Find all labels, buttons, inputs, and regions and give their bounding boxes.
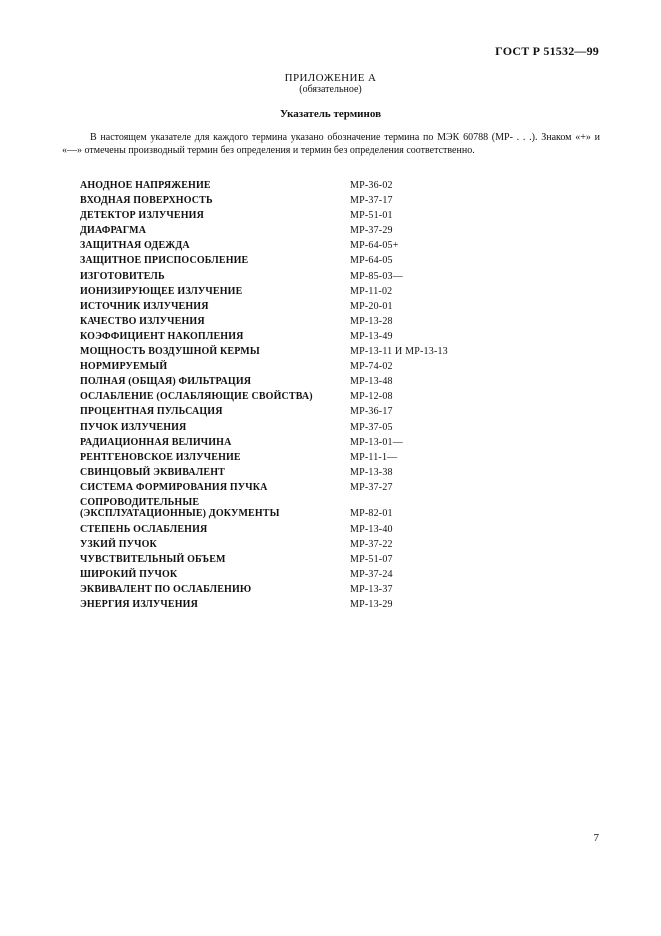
term-code: МР-37-27 — [350, 481, 393, 493]
term-row — [80, 331, 520, 343]
term-code: МР-13-11 И МР-13-13 — [350, 346, 448, 358]
term-name: ДЕТЕКТОР ИЗЛУЧЕНИЯ — [80, 210, 204, 222]
term-code: МР-11-02 — [350, 285, 393, 297]
document-code: ГОСТ Р 51532—99 — [495, 44, 599, 58]
term-code: МР-13-29 — [350, 599, 393, 611]
term-row — [80, 180, 520, 192]
term-name: ШИРОКИЙ ПУЧОК — [80, 568, 178, 580]
term-name: ЭКВИВАЛЕНТ ПО ОСЛАБЛЕНИЮ — [80, 583, 252, 595]
term-row — [80, 376, 520, 388]
term-name: МОЩНОСТЬ ВОЗДУШНОЙ КЕРМЫ — [80, 346, 260, 358]
term-code: МР-13-40 — [350, 523, 393, 535]
appendix-title: ПРИЛОЖЕНИЕ А — [284, 72, 377, 84]
term-row — [80, 240, 520, 252]
term-name: СОПРОВОДИТЕЛЬНЫЕ (ЭКСПЛУАТАЦИОННЫЕ) ДОКУМЕНТЫ — [80, 496, 280, 520]
term-name: ИСТОЧНИК ИЗЛУЧЕНИЯ — [80, 300, 209, 312]
term-code: МР-13-48 — [350, 376, 393, 388]
page-number: 7 — [593, 832, 599, 844]
term-row — [80, 482, 520, 494]
term-name: ЗАЩИТНОЕ ПРИСПОСОБЛЕНИЕ — [80, 255, 249, 267]
term-row — [80, 569, 520, 581]
section-title: Указатель терминов — [279, 108, 382, 120]
term-name: РАДИАЦИОННАЯ ВЕЛИЧИНА — [80, 436, 232, 448]
term-code: МР-36-17 — [350, 406, 393, 418]
term-row — [80, 361, 520, 373]
term-code: МР-85-03— — [350, 270, 403, 282]
term-name: ПРОЦЕНТНАЯ ПУЛЬСАЦИЯ — [80, 406, 223, 418]
term-code: МР-74-02 — [350, 361, 393, 373]
term-row — [80, 210, 520, 222]
term-row — [80, 225, 520, 237]
term-row — [80, 497, 520, 520]
intro-paragraph: В настоящем указателе для каждого термина указано обозначение термина по МЭК 60788 (МР- . . .). Знаком «+» и «—» отмечены производный термин без определения и термин без определения соответственно. — [62, 132, 600, 156]
term-code: МР-37-29 — [350, 225, 393, 237]
term-code: МР-82-01 — [350, 508, 393, 520]
term-name: СВИНЦОВЫЙ ЭКВИВАЛЕНТ — [80, 466, 225, 478]
term-name: ПУЧОК ИЗЛУЧЕНИЯ — [80, 421, 187, 433]
term-name: ПОЛНАЯ (ОБЩАЯ) ФИЛЬТРАЦИЯ — [80, 376, 252, 388]
term-name: ВХОДНАЯ ПОВЕРХНОСТЬ — [80, 195, 213, 207]
term-code: МР-13-01— — [350, 436, 403, 448]
term-name: ЗАЩИТНАЯ ОДЕЖДА — [80, 240, 190, 252]
term-row — [80, 539, 520, 551]
term-row — [80, 301, 520, 313]
term-row — [80, 346, 520, 358]
term-code: МР-36-02 — [350, 180, 393, 191]
term-code: МР-64-05 — [350, 255, 393, 267]
term-name: СТЕПЕНЬ ОСЛАБЛЕНИЯ — [80, 523, 208, 535]
term-row — [80, 271, 520, 283]
term-row — [80, 255, 520, 267]
term-code: МР-13-28 — [350, 315, 393, 327]
term-name: ДИАФРАГМА — [80, 225, 147, 237]
term-code: МР-11-1— — [350, 451, 398, 463]
term-name: ЭНЕРГИЯ ИЗЛУЧЕНИЯ — [80, 599, 198, 611]
term-code: МР-51-07 — [350, 553, 393, 565]
term-code: МР-64-05+ — [350, 240, 399, 252]
term-row — [80, 391, 520, 403]
term-code: МР-37-22 — [350, 538, 393, 550]
term-name: РЕНТГЕНОВСКОЕ ИЗЛУЧЕНИЕ — [80, 451, 241, 463]
term-row — [80, 584, 520, 596]
term-row — [80, 286, 520, 298]
term-name: КАЧЕСТВО ИЗЛУЧЕНИЯ — [80, 315, 205, 327]
term-row — [80, 437, 520, 449]
term-row — [80, 554, 520, 566]
term-name: НОРМИРУЕМЫЙ — [80, 361, 168, 373]
term-code: МР-37-24 — [350, 568, 393, 580]
appendix-heading — [0, 72, 661, 95]
term-row — [80, 316, 520, 328]
term-row — [80, 524, 520, 536]
term-row — [80, 195, 520, 207]
term-code: МР-37-17 — [350, 195, 393, 207]
term-name: ЧУВСТВИТЕЛЬНЫЙ ОБЪЕМ — [80, 553, 226, 565]
term-code: МР-13-37 — [350, 583, 393, 595]
term-code: МР-13-38 — [350, 466, 393, 478]
term-name: ОСЛАБЛЕНИЕ (ОСЛАБЛЯЮЩИЕ СВОЙСТВА) — [80, 391, 313, 403]
term-code: МР-13-49 — [350, 330, 393, 342]
term-name: ИОНИЗИРУЮЩЕЕ ИЗЛУЧЕНИЕ — [80, 285, 243, 297]
appendix-note: (обязательное) — [299, 84, 362, 95]
term-row — [80, 467, 520, 479]
term-row — [80, 406, 520, 418]
term-row — [80, 422, 520, 434]
term-row — [80, 599, 520, 611]
term-code: МР-12-08 — [350, 391, 393, 403]
term-code: МР-20-01 — [350, 300, 393, 312]
term-name: КОЭФФИЦИЕНТ НАКОПЛЕНИЯ — [80, 330, 244, 342]
term-row — [80, 452, 520, 464]
term-name: СИСТЕМА ФОРМИРОВАНИЯ ПУЧКА — [80, 481, 268, 493]
term-name: АНОДНОЕ НАПРЯЖЕНИЕ — [80, 180, 211, 191]
term-name: ИЗГОТОВИТЕЛЬ — [80, 270, 165, 282]
term-code: МР-51-01 — [350, 210, 393, 222]
term-code: МР-37-05 — [350, 421, 393, 433]
term-name: УЗКИЙ ПУЧОК — [80, 538, 157, 550]
terms-index-list — [80, 180, 520, 614]
